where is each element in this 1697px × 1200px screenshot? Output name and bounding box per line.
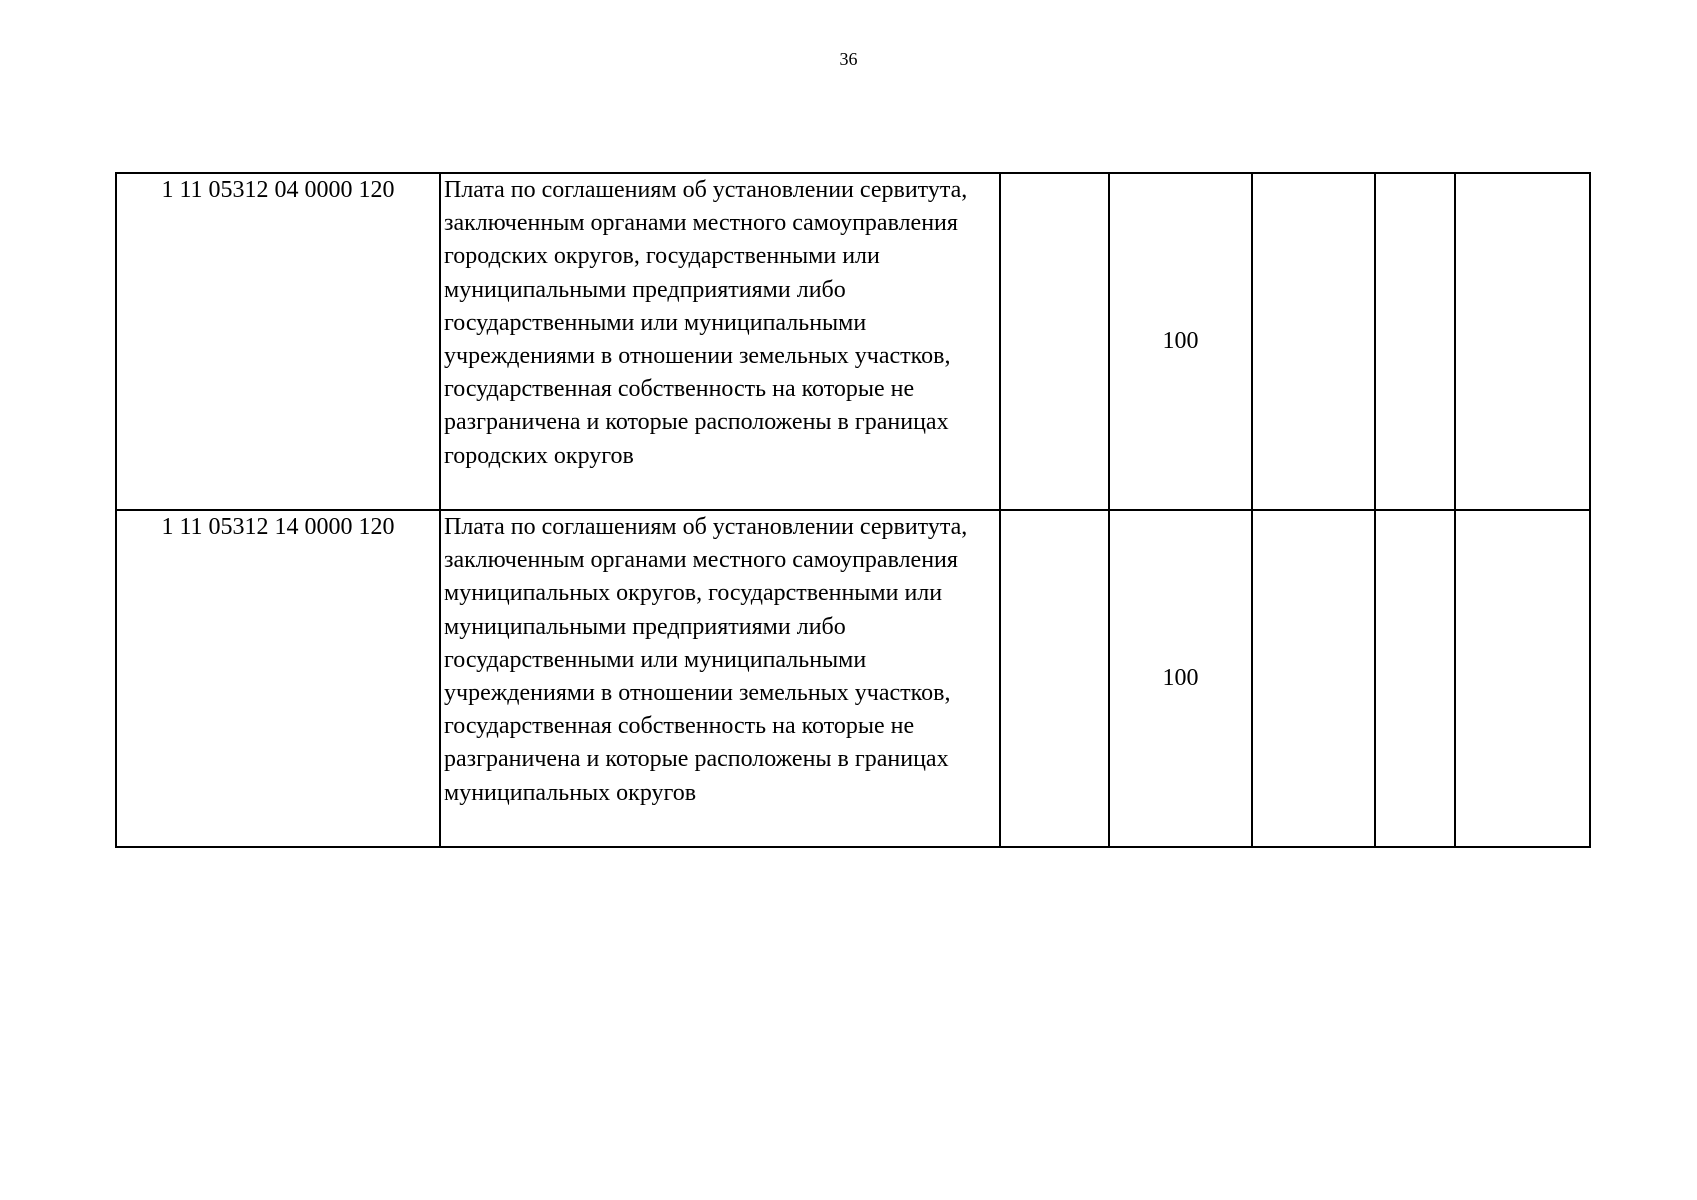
- table-cell-code: 1 11 05312 14 0000 120: [116, 510, 440, 847]
- page-number: 36: [839, 49, 858, 69]
- table-cell-col3: [1000, 173, 1109, 510]
- table-cell-col6: [1375, 173, 1455, 510]
- table-cell-col4: 100: [1109, 173, 1252, 510]
- budget-classification-table: [115, 172, 1591, 848]
- table-cell-description: Плата по соглашениям об установлении сервитута, заключенным органами местного самоуправления муниципальных округов, государственными или муниципальными предприятиями либо государственными или муниципальными учреждениями в отношении земельных участков, государственная собственность на которые не разграничена и которые расположены в границах муниципальных округов: [440, 510, 1000, 847]
- table-cell-col4: 100: [1109, 510, 1252, 847]
- table-cell-col5: [1252, 173, 1375, 510]
- table-cell-code: 1 11 05312 04 0000 120: [116, 173, 440, 510]
- table-row: [116, 173, 1590, 510]
- table-cell-col7: [1455, 510, 1590, 847]
- table-cell-col5: [1252, 510, 1375, 847]
- table-cell-description: Плата по соглашениям об установлении сервитута, заключенным органами местного самоуправления городских округов, государственными или муниципальными предприятиями либо государственными или муниципальными учреждениями в отношении земельных участков, государственная собственность на которые не разграничена и которые расположены в границах городских округов: [440, 173, 1000, 510]
- table-row: [116, 510, 1590, 847]
- table-cell-col7: [1455, 173, 1590, 510]
- table-cell-col3: [1000, 510, 1109, 847]
- table-cell-col6: [1375, 510, 1455, 847]
